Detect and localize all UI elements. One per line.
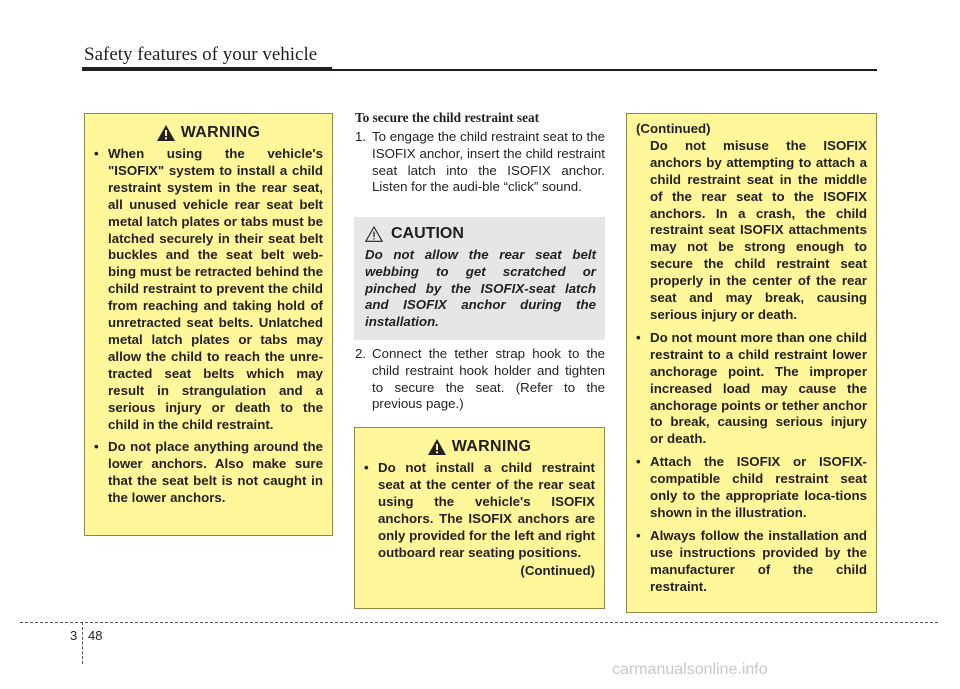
footer-rule	[20, 622, 938, 623]
footer-divider	[82, 622, 83, 664]
warning-list	[636, 330, 867, 596]
warning-continued-text: Do not misuse the ISOFIX anchors by attempting to attach a child restraint seat in the middle of the rear seat to the ISOFIX anchors. In a crash, the child restraint seat ISOFIX attachments may not be strong enough to secure the child restraint seat properly in the center of the rear seat and may break, causing serious injury or death.	[650, 137, 867, 322]
caution-header	[365, 225, 596, 243]
chapter-number: 3	[70, 628, 78, 643]
watermark: carmanualsonline.info	[612, 661, 768, 678]
step-text: Connect the tether strap hook to the child restraint hook holder and tighten to secure the seat. (Refer to the previous page.)	[372, 346, 605, 412]
warning-box-middle	[354, 427, 605, 609]
continued-label: (Continued)	[636, 121, 711, 136]
header-rule-thin	[332, 69, 877, 71]
warning-list	[364, 460, 595, 561]
step-1	[355, 129, 605, 196]
warning-list	[94, 146, 323, 507]
warning-item: • Attach the ISOFIX or ISOFIX-compatible child restraint seat only to the appropriate loca-tions shown in the illustration.	[636, 454, 867, 522]
caution-triangle-icon	[365, 226, 383, 242]
warning-header	[94, 124, 323, 142]
warning-box-right	[626, 113, 877, 613]
step-number: 1.	[355, 129, 367, 144]
page-number: 48	[88, 628, 103, 643]
warning-item: • Always follow the installation and use instructions provided by the manufacturer of the child restraint.	[636, 528, 867, 596]
warning-item: • Do not install a child restraint seat at the center of the rear seat using the vehicle's ISOFIX anchors. The ISOFIX anchors are only provided for the left and right outboard rear seating positions.	[364, 460, 595, 561]
step-2	[355, 346, 605, 413]
warning-item: • When using the vehicle's "ISOFIX" system to install a child restraint system in the rear seat, all unused vehicle rear seat belt metal latch plates or tabs must be latched securely in their seat belt buckles and the seat belt web-bing must be retracted behind the child restraint to prevent the child from reaching and taking hold of unretracted seat belts. Unlatched metal latch plates or tabs may allow the child to reach the unre-tracted seat belts which may result in strangulation and a serious injury or death to the child in the child restraint.	[94, 146, 323, 433]
page-header-title: Safety features of your vehicle	[84, 44, 318, 65]
header-rule-thick	[82, 67, 332, 71]
warning-title: WARNING	[180, 124, 261, 141]
step-number: 2.	[355, 346, 367, 361]
warning-box-left	[84, 113, 333, 536]
warning-title: WARNING	[451, 438, 532, 455]
section-heading: To secure the child restraint seat	[355, 110, 540, 125]
caution-box	[354, 217, 605, 340]
warning-triangle-icon	[428, 439, 446, 455]
caution-title: CAUTION	[391, 225, 464, 242]
warning-header	[364, 438, 595, 456]
caution-text: Do not allow the rear seat belt webbing to get scratched or pinched by the ISOFIX-seat latch and ISOFIX anchor during the installation.	[365, 247, 596, 330]
step-text: To engage the child restraint seat to the ISOFIX anchor, insert the child restraint seat latch into the ISOFIX anchor. Listen for the audi-ble “click” sound.	[372, 129, 605, 195]
warning-item: • Do not mount more than one child restraint to a child restraint lower anchorage point. The improper increased load may cause the anchorage points or tether anchor to break, causing serious injury or death.	[636, 330, 867, 448]
warning-triangle-icon	[157, 125, 175, 141]
continued-label: (Continued)	[520, 563, 595, 579]
warning-item: • Do not place anything around the lower anchors. Also make sure that the seat belt is not caught in the lower anchors.	[94, 439, 323, 507]
